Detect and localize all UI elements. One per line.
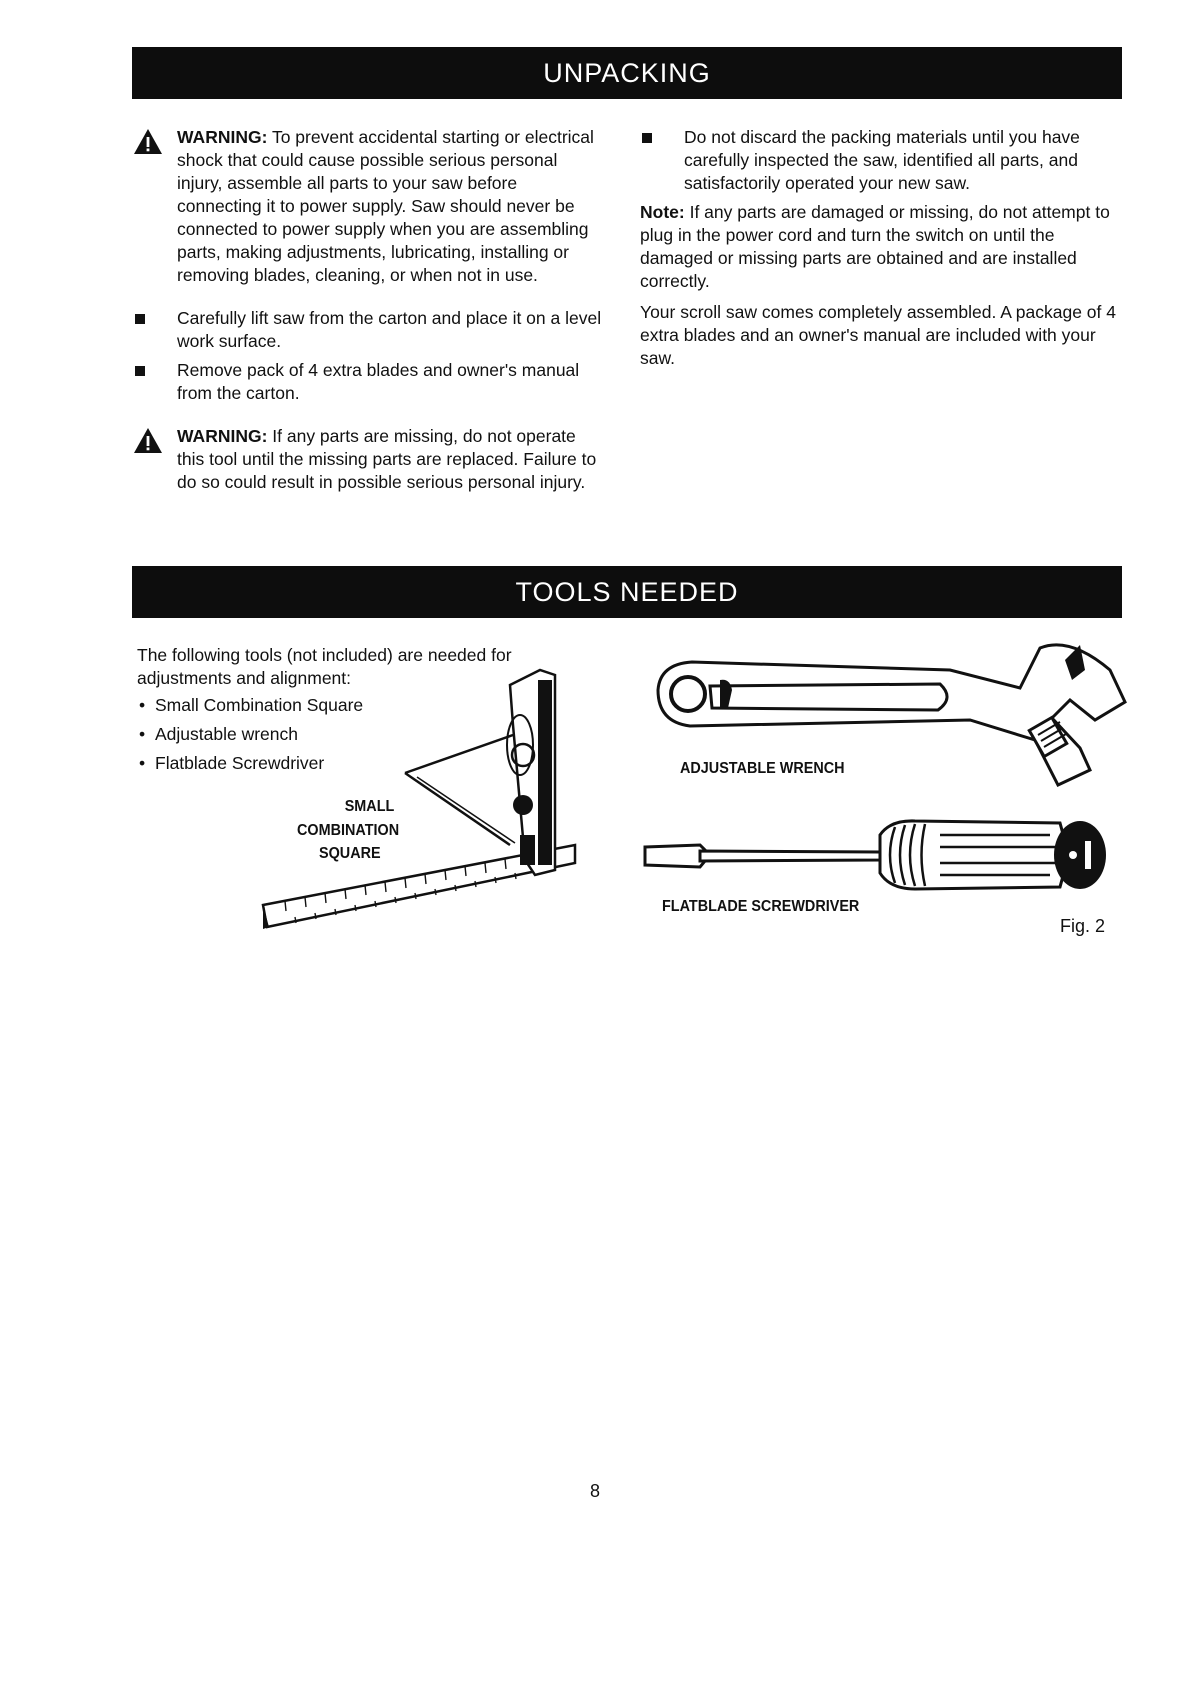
bullet-remove-pack (133, 359, 603, 405)
warning-block-2 (133, 425, 603, 494)
figure-label: Fig. 2 (1060, 916, 1106, 936)
tools-needed-header: TOOLS NEEDED (132, 566, 1122, 618)
warning-label-1: WARNING: (177, 127, 268, 147)
note-label: Note: (640, 202, 685, 222)
warning-text-1 (177, 126, 603, 287)
assembled-paragraph: Your scroll saw comes completely assembled. A package of 4 extra blades and an owner's manual are included with your saw. (640, 302, 1116, 368)
bullet-text-1: Carefully lift saw from the carton and place it on a level work surface. (177, 308, 602, 351)
tools-list-item: • Flatblade Screwdriver (137, 752, 577, 775)
bullet-text-3: Do not discard the packing materials until you have carefully inspected the saw, identified all parts, and satisfactorily operated your new saw. (684, 127, 1080, 193)
warning-text-2 (177, 425, 603, 494)
square-caption-line-3: SQUARE (319, 845, 381, 862)
page-number: 8 (590, 1481, 601, 1501)
warning-body-2: If any parts are missing, do not operate this tool until the missing parts are replaced. Failure to do so could result in possible serious personal injury. (177, 426, 597, 492)
bullet-keep-packing (640, 126, 1118, 195)
square-caption-line-1: SMALL (344, 798, 395, 815)
warning-icon (133, 427, 163, 454)
note-body: If any parts are damaged or missing, do not attempt to plug in the power cord and turn the switch on until the damaged or missing parts are obtained and are installed correctly. (640, 202, 1110, 291)
wrench-caption: ADJUSTABLE WRENCH (680, 760, 845, 777)
bullet-lift-saw (133, 307, 603, 353)
square-bullet-icon (135, 314, 145, 324)
warning-icon (133, 128, 163, 155)
tools-intro-text: The following tools (not included) are needed for adjustments and alignment: (137, 645, 512, 688)
tools-list-item: • Adjustable wrench (137, 723, 577, 746)
warning-block-1 (133, 126, 603, 287)
square-bullet-icon (642, 133, 652, 143)
warning-label-2: WARNING: (177, 426, 268, 446)
tools-list-item: • Small Combination Square (137, 694, 577, 717)
square-caption-line-2: COMBINATION (297, 822, 400, 839)
note-paragraph (640, 201, 1118, 293)
flatblade-screwdriver-illustration (640, 815, 1120, 895)
screwdriver-caption: FLATBLADE SCREWDRIVER (662, 898, 860, 915)
bullet-text-2: Remove pack of 4 extra blades and owner's manual from the carton. (177, 360, 580, 403)
warning-body-1: To prevent accidental starting or electrical shock that could cause possible serious personal injury, assemble all parts to your saw before connecting it to power supply. Saw should never be connected to power supply when you are assembling parts, making adjustments, lubricating, installing or removing blades, cleaning, or when not in use. (177, 127, 594, 285)
unpacking-left-column (133, 126, 603, 494)
combination-square-illustration (255, 665, 595, 940)
unpacking-right-column (640, 126, 1118, 370)
unpacking-header: UNPACKING (132, 47, 1122, 99)
square-bullet-icon (135, 366, 145, 376)
